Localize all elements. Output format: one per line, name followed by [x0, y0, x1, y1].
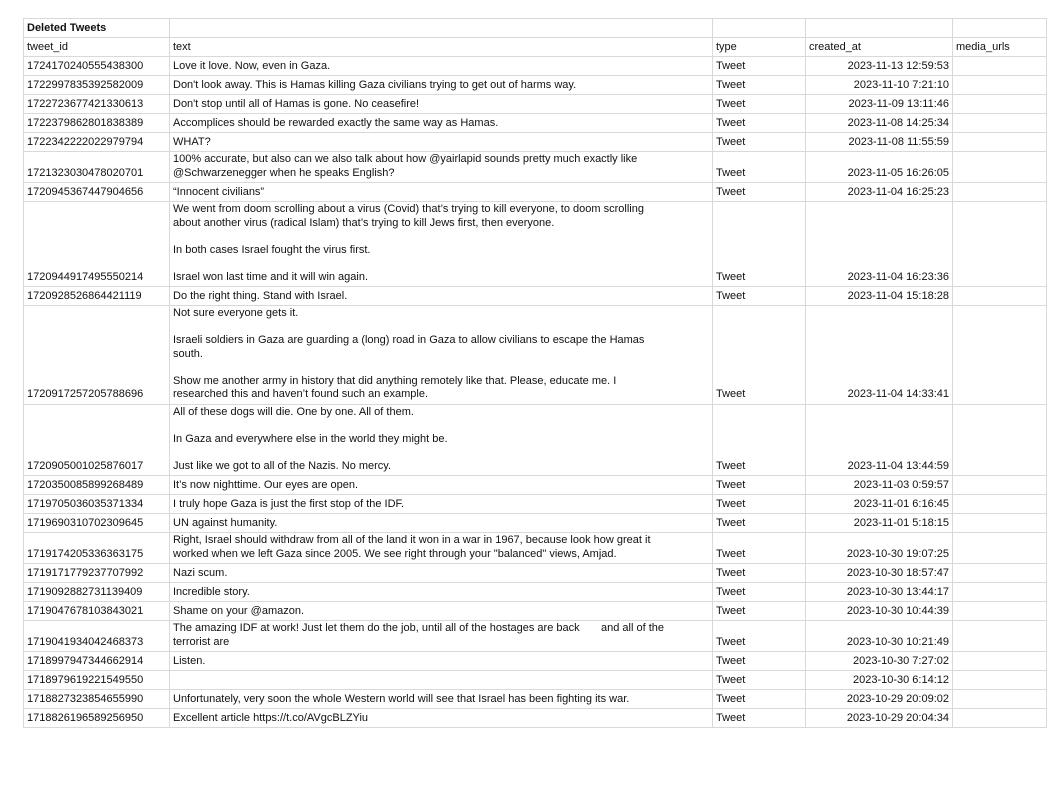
cell-created-at: 2023-11-09 13:11:46 — [806, 95, 953, 114]
cell-created-at: 2023-10-30 19:07:25 — [806, 533, 953, 564]
column-header-media-urls: media_urls — [953, 38, 1047, 57]
cell-type: Tweet — [713, 690, 806, 709]
cell-type: Tweet — [713, 152, 806, 183]
table-row — [24, 690, 1047, 709]
table-row — [24, 95, 1047, 114]
cell-media-urls — [953, 564, 1047, 583]
cell-text: Do the right thing. Stand with Israel. — [170, 287, 713, 306]
cell-type: Tweet — [713, 202, 806, 287]
cell-media-urls — [953, 533, 1047, 564]
table-row — [24, 621, 1047, 652]
cell-tweet-id: 1719174205336363175 — [24, 533, 170, 564]
sheet-title: Deleted Tweets — [24, 19, 170, 38]
cell-tweet-id: 1720928526864421119 — [24, 287, 170, 306]
cell-type: Tweet — [713, 533, 806, 564]
cell-text — [170, 671, 713, 690]
cell-created-at: 2023-11-04 16:23:36 — [806, 202, 953, 287]
cell-created-at: 2023-11-13 12:59:53 — [806, 57, 953, 76]
cell-created-at: 2023-10-30 18:57:47 — [806, 564, 953, 583]
cell-created-at: 2023-11-08 14:25:34 — [806, 114, 953, 133]
cell-text: Right, Israel should withdraw from all of the land it won in a war in 1967, because look how great it worked when we left Gaza since 2005. We see right through your "balanced" views, Amjad. — [170, 533, 713, 564]
cell-type: Tweet — [713, 602, 806, 621]
cell-type: Tweet — [713, 671, 806, 690]
cell-media-urls — [953, 306, 1047, 405]
cell-created-at: 2023-10-29 20:04:34 — [806, 709, 953, 728]
table-row — [24, 671, 1047, 690]
cell-text: We went from doom scrolling about a virus (Covid) that’s trying to kill everyone, to doom scrolling about another virus (radical Islam) that’s trying to kill Jews first, then everyone. In both cases Israel fought the virus first. Israel won last time and it will win again. — [170, 202, 713, 287]
cell-tweet-id: 1719047678103843021 — [24, 602, 170, 621]
cell-text: Don't stop until all of Hamas is gone. No ceasefire! — [170, 95, 713, 114]
column-header-tweet-id: tweet_id — [24, 38, 170, 57]
cell-media-urls — [953, 114, 1047, 133]
cell-media-urls — [953, 57, 1047, 76]
cell-created-at: 2023-10-30 13:44:17 — [806, 583, 953, 602]
cell-type: Tweet — [713, 514, 806, 533]
cell-created-at: 2023-11-04 16:25:23 — [806, 183, 953, 202]
cell-text: Incredible story. — [170, 583, 713, 602]
cell-created-at: 2023-11-05 16:26:05 — [806, 152, 953, 183]
cell-created-at: 2023-10-29 20:09:02 — [806, 690, 953, 709]
cell-tweet-id: 1719705036035371334 — [24, 495, 170, 514]
cell-media-urls — [953, 495, 1047, 514]
cell-type: Tweet — [713, 564, 806, 583]
cell-text: Listen. — [170, 652, 713, 671]
table-row — [24, 495, 1047, 514]
table-row — [24, 202, 1047, 287]
cell-media-urls — [953, 514, 1047, 533]
cell-tweet-id: 1721323030478020701 — [24, 152, 170, 183]
cell-type: Tweet — [713, 476, 806, 495]
cell-tweet-id: 1719041934042468373 — [24, 621, 170, 652]
cell-created-at: 2023-10-30 10:44:39 — [806, 602, 953, 621]
empty-cell — [170, 19, 713, 38]
table-row — [24, 533, 1047, 564]
cell-media-urls — [953, 404, 1047, 476]
cell-media-urls — [953, 287, 1047, 306]
cell-media-urls — [953, 152, 1047, 183]
cell-created-at: 2023-10-30 6:14:12 — [806, 671, 953, 690]
cell-text: Love it love. Now, even in Gaza. — [170, 57, 713, 76]
table-row — [24, 306, 1047, 405]
cell-type: Tweet — [713, 95, 806, 114]
cell-text: Accomplices should be rewarded exactly the same way as Hamas. — [170, 114, 713, 133]
empty-cell — [713, 19, 806, 38]
cell-text: Unfortunately, very soon the whole Western world will see that Israel has been fighting its war. — [170, 690, 713, 709]
cell-tweet-id: 1722342222022979794 — [24, 133, 170, 152]
cell-media-urls — [953, 709, 1047, 728]
cell-type: Tweet — [713, 652, 806, 671]
cell-media-urls — [953, 671, 1047, 690]
table-row — [24, 652, 1047, 671]
cell-created-at: 2023-11-04 13:44:59 — [806, 404, 953, 476]
cell-media-urls — [953, 76, 1047, 95]
column-header-created-at: created_at — [806, 38, 953, 57]
cell-text: Nazi scum. — [170, 564, 713, 583]
cell-text: The amazing IDF at work! Just let them do the job, until all of the hostages are back and all of the terrorist are — [170, 621, 713, 652]
cell-text: I truly hope Gaza is just the first stop of the IDF. — [170, 495, 713, 514]
cell-type: Tweet — [713, 306, 806, 405]
table-row — [24, 183, 1047, 202]
cell-created-at: 2023-11-08 11:55:59 — [806, 133, 953, 152]
table-row — [24, 152, 1047, 183]
cell-type: Tweet — [713, 404, 806, 476]
cell-media-urls — [953, 202, 1047, 287]
cell-tweet-id: 1720917257205788696 — [24, 306, 170, 405]
cell-text: Excellent article https://t.co/AVgcBLZYiu — [170, 709, 713, 728]
cell-created-at: 2023-11-03 0:59:57 — [806, 476, 953, 495]
cell-text: 100% accurate, but also can we also talk about how @yairlapid sounds pretty much exactly like @Schwarzenegger when he speaks English? — [170, 152, 713, 183]
column-header-text: text — [170, 38, 713, 57]
table-row — [24, 564, 1047, 583]
table-row — [24, 57, 1047, 76]
deleted-tweets-table — [23, 18, 1047, 728]
cell-tweet-id: 1722997835392582009 — [24, 76, 170, 95]
empty-cell — [806, 19, 953, 38]
cell-tweet-id: 1719171779237707992 — [24, 564, 170, 583]
cell-created-at: 2023-11-01 6:16:45 — [806, 495, 953, 514]
cell-tweet-id: 1720350085899268489 — [24, 476, 170, 495]
cell-media-urls — [953, 133, 1047, 152]
table-row — [24, 114, 1047, 133]
table-row — [24, 287, 1047, 306]
table-body — [24, 19, 1047, 728]
cell-tweet-id: 1720905001025876017 — [24, 404, 170, 476]
cell-tweet-id: 1719690310702309645 — [24, 514, 170, 533]
cell-created-at: 2023-10-30 7:27:02 — [806, 652, 953, 671]
cell-tweet-id: 1718827323854655990 — [24, 690, 170, 709]
cell-type: Tweet — [713, 287, 806, 306]
cell-type: Tweet — [713, 583, 806, 602]
cell-text: WHAT? — [170, 133, 713, 152]
cell-created-at: 2023-11-10 7:21:10 — [806, 76, 953, 95]
cell-media-urls — [953, 690, 1047, 709]
cell-created-at: 2023-11-01 5:18:15 — [806, 514, 953, 533]
cell-tweet-id: 1722723677421330613 — [24, 95, 170, 114]
cell-media-urls — [953, 95, 1047, 114]
cell-type: Tweet — [713, 621, 806, 652]
cell-tweet-id: 1720944917495550214 — [24, 202, 170, 287]
cell-type: Tweet — [713, 183, 806, 202]
cell-media-urls — [953, 476, 1047, 495]
cell-type: Tweet — [713, 133, 806, 152]
cell-tweet-id: 1718997947344662914 — [24, 652, 170, 671]
table-row — [24, 709, 1047, 728]
cell-text: Don't look away. This is Hamas killing Gaza civilians trying to get out of harms way. — [170, 76, 713, 95]
cell-text: Shame on your @amazon. — [170, 602, 713, 621]
cell-tweet-id: 1720945367447904656 — [24, 183, 170, 202]
cell-media-urls — [953, 621, 1047, 652]
cell-type: Tweet — [713, 495, 806, 514]
cell-type: Tweet — [713, 76, 806, 95]
cell-type: Tweet — [713, 57, 806, 76]
cell-type: Tweet — [713, 709, 806, 728]
cell-created-at: 2023-10-30 10:21:49 — [806, 621, 953, 652]
cell-media-urls — [953, 183, 1047, 202]
cell-text: All of these dogs will die. One by one. All of them. In Gaza and everywhere else in the world they might be. Just like we got to all of the Nazis. No mercy. — [170, 404, 713, 476]
table-row — [24, 404, 1047, 476]
table-row — [24, 602, 1047, 621]
title-row — [24, 19, 1047, 38]
cell-media-urls — [953, 652, 1047, 671]
table-row — [24, 476, 1047, 495]
column-header-row — [24, 38, 1047, 57]
cell-created-at: 2023-11-04 15:18:28 — [806, 287, 953, 306]
table-row — [24, 583, 1047, 602]
table-row — [24, 76, 1047, 95]
cell-tweet-id: 1718826196589256950 — [24, 709, 170, 728]
column-header-type: type — [713, 38, 806, 57]
table-row — [24, 514, 1047, 533]
cell-media-urls — [953, 602, 1047, 621]
cell-media-urls — [953, 583, 1047, 602]
cell-type: Tweet — [713, 114, 806, 133]
cell-text: “Innocent civilians” — [170, 183, 713, 202]
cell-text: It’s now nighttime. Our eyes are open. — [170, 476, 713, 495]
cell-tweet-id: 1718979619221549550 — [24, 671, 170, 690]
cell-text: Not sure everyone gets it. Israeli soldiers in Gaza are guarding a (long) road in Gaza to allow civilians to escape the Hamas south. Show me another army in history that did anything remotely like that. Please, educate me. I researched this and haven’t found such an example. — [170, 306, 713, 405]
cell-text: UN against humanity. — [170, 514, 713, 533]
cell-tweet-id: 1719092882731139409 — [24, 583, 170, 602]
cell-created-at: 2023-11-04 14:33:41 — [806, 306, 953, 405]
cell-tweet-id: 1722379862801838389 — [24, 114, 170, 133]
empty-cell — [953, 19, 1047, 38]
table-row — [24, 133, 1047, 152]
cell-tweet-id: 1724170240555438300 — [24, 57, 170, 76]
